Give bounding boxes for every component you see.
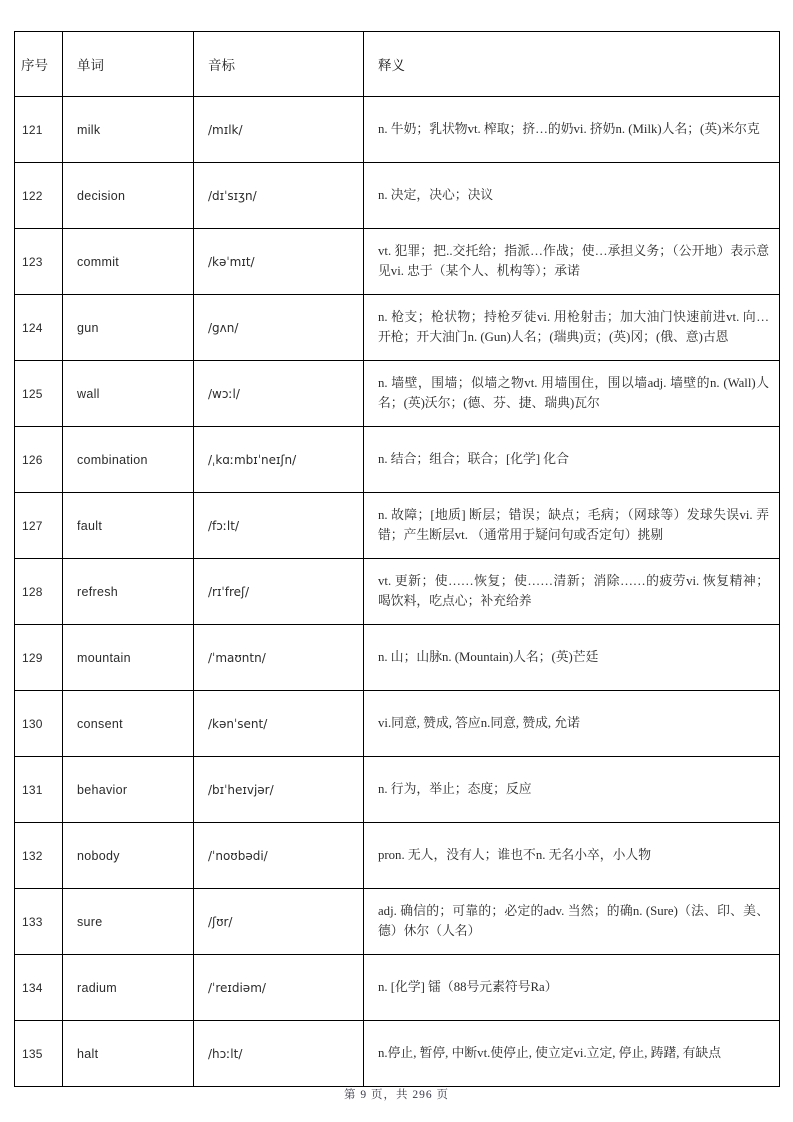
cell-phonetic: /gʌn/ (194, 295, 364, 361)
column-header-phonetic: 音标 (194, 32, 364, 97)
table-body (15, 97, 780, 1087)
table-row (15, 1021, 780, 1087)
cell-word: halt (63, 1021, 194, 1087)
cell-index: 124 (15, 295, 63, 361)
table-row (15, 823, 780, 889)
cell-index: 131 (15, 757, 63, 823)
cell-index: 121 (15, 97, 63, 163)
cell-definition: n. 结合；组合；联合；[化学] 化合 (364, 427, 780, 493)
cell-word: combination (63, 427, 194, 493)
cell-phonetic: /dɪˈsɪʒn/ (194, 163, 364, 229)
table-header-row (15, 32, 780, 97)
cell-phonetic: /ˌkɑːmbɪˈneɪʃn/ (194, 427, 364, 493)
table-row (15, 361, 780, 427)
cell-definition: n. 枪支；枪状物；持枪歹徒vi. 用枪射击；加大油门快速前进vt. 向…开枪；开大油门n. (Gun)人名；(瑞典)贡；(英)冈；(俄、意)古恩 (364, 295, 780, 361)
cell-definition: vt. 更新；使……恢复；使……清新；消除……的疲劳vi. 恢复精神；喝饮料，吃点心；补充给养 (364, 559, 780, 625)
cell-index: 129 (15, 625, 63, 691)
cell-definition: adj. 确信的；可靠的；必定的adv. 当然；的确n. (Sure)（法、印、美、德）休尔（人名） (364, 889, 780, 955)
cell-word: gun (63, 295, 194, 361)
cell-phonetic: /ˈreɪdiəm/ (194, 955, 364, 1021)
cell-index: 128 (15, 559, 63, 625)
vocabulary-table (14, 31, 780, 1087)
cell-word: refresh (63, 559, 194, 625)
cell-definition: n. 墙壁，围墙；似墙之物vt. 用墙围住，围以墙adj. 墙壁的n. (Wall)人名；(英)沃尔；(德、芬、捷、瑞典)瓦尔 (364, 361, 780, 427)
cell-phonetic: /mɪlk/ (194, 97, 364, 163)
cell-phonetic: /bɪˈheɪvjər/ (194, 757, 364, 823)
cell-phonetic: /ˈnoʊbədi/ (194, 823, 364, 889)
cell-definition: vi.同意, 赞成, 答应n.同意, 赞成, 允诺 (364, 691, 780, 757)
table-row (15, 757, 780, 823)
cell-word: milk (63, 97, 194, 163)
table-header (15, 32, 780, 97)
cell-word: nobody (63, 823, 194, 889)
cell-index: 134 (15, 955, 63, 1021)
table-row (15, 955, 780, 1021)
cell-definition: vt. 犯罪；把..交托给；指派…作战；使…承担义务；（公开地）表示意见vi. 忠于（某个人、机构等）；承诺 (364, 229, 780, 295)
column-header-word: 单词 (63, 32, 194, 97)
column-header-index: 序号 (15, 32, 63, 97)
table-row (15, 295, 780, 361)
cell-phonetic: /rɪˈfreʃ/ (194, 559, 364, 625)
table-row (15, 889, 780, 955)
cell-word: sure (63, 889, 194, 955)
cell-index: 132 (15, 823, 63, 889)
column-header-definition: 释义 (364, 32, 780, 97)
cell-word: decision (63, 163, 194, 229)
cell-word: fault (63, 493, 194, 559)
table-row (15, 559, 780, 625)
cell-index: 127 (15, 493, 63, 559)
cell-index: 135 (15, 1021, 63, 1087)
cell-phonetic: /fɔːlt/ (194, 493, 364, 559)
cell-definition: n. 决定，决心；决议 (364, 163, 780, 229)
table-row (15, 97, 780, 163)
cell-definition: n. 山；山脉n. (Mountain)人名；(英)芒廷 (364, 625, 780, 691)
cell-index: 125 (15, 361, 63, 427)
cell-definition: n.停止, 暂停, 中断vt.使停止, 使立定vi.立定, 停止, 踌躇, 有缺点 (364, 1021, 780, 1087)
table-row (15, 229, 780, 295)
table-row (15, 427, 780, 493)
cell-index: 126 (15, 427, 63, 493)
cell-word: behavior (63, 757, 194, 823)
cell-phonetic: /kəˈmɪt/ (194, 229, 364, 295)
cell-phonetic: /ˈmaʊntn/ (194, 625, 364, 691)
cell-definition: n. 行为，举止；态度；反应 (364, 757, 780, 823)
cell-index: 123 (15, 229, 63, 295)
cell-index: 133 (15, 889, 63, 955)
cell-phonetic: /kənˈsent/ (194, 691, 364, 757)
table-row (15, 493, 780, 559)
cell-phonetic: /hɔːlt/ (194, 1021, 364, 1087)
cell-word: commit (63, 229, 194, 295)
table-row (15, 625, 780, 691)
cell-word: mountain (63, 625, 194, 691)
page-footer: 第 9 页，共 296 页 (344, 1089, 449, 1101)
cell-index: 122 (15, 163, 63, 229)
cell-word: consent (63, 691, 194, 757)
table-row (15, 691, 780, 757)
table-row (15, 163, 780, 229)
cell-definition: n. 牛奶；乳状物vt. 榨取；挤…的奶vi. 挤奶n. (Milk)人名；(英)米尔克 (364, 97, 780, 163)
cell-word: radium (63, 955, 194, 1021)
cell-definition: n. [化学] 镭（88号元素符号Ra） (364, 955, 780, 1021)
cell-index: 130 (15, 691, 63, 757)
cell-definition: pron. 无人，没有人；谁也不n. 无名小卒，小人物 (364, 823, 780, 889)
cell-phonetic: /ʃʊr/ (194, 889, 364, 955)
cell-word: wall (63, 361, 194, 427)
cell-phonetic: /wɔːl/ (194, 361, 364, 427)
cell-definition: n. 故障；[地质] 断层；错误；缺点；毛病；（网球等）发球失误vi. 弄错；产生断层vt. （通常用于疑问句或否定句）挑剔 (364, 493, 780, 559)
